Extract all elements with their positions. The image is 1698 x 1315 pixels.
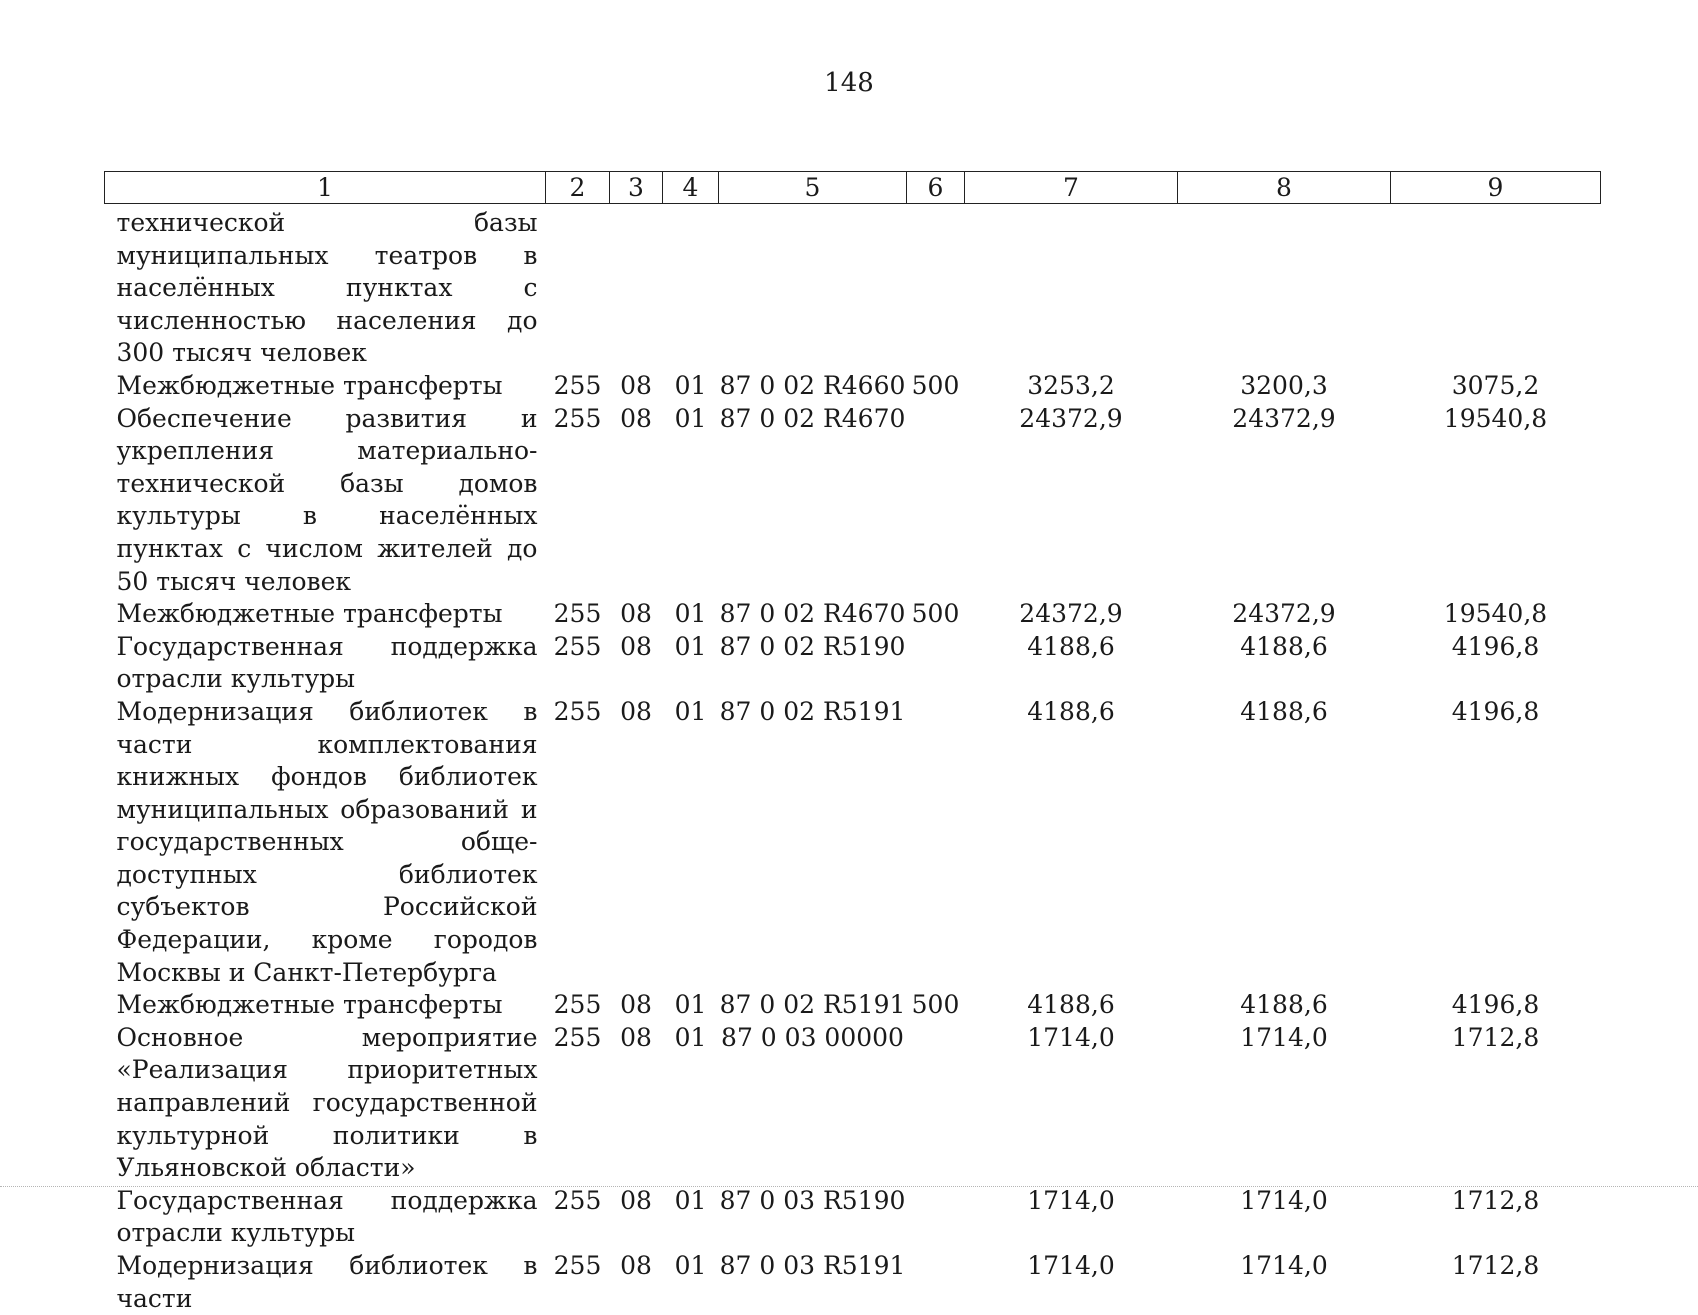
table-row [105, 370, 1601, 403]
row-amount-col8: 4188,6 [1178, 696, 1391, 989]
row-name: Государственная поддержка отрасли культуры [105, 1185, 546, 1250]
row-amount-col7: 4188,6 [965, 696, 1178, 989]
row-amount-col7: 3253,2 [965, 370, 1178, 403]
row-amount-col9: 4196,8 [1391, 696, 1601, 989]
row-section-code: 08 [610, 403, 663, 599]
row-section-code: 08 [610, 1022, 663, 1185]
row-expense-type: 500 [907, 989, 965, 1022]
row-section-code: 08 [610, 1250, 663, 1315]
row-amount-col9: 4196,8 [1391, 989, 1601, 1022]
row-target-code: 87 0 03 R5191 [719, 1250, 907, 1315]
page-number: 148 [0, 68, 1698, 98]
row-subsection-code: 01 [663, 1250, 719, 1315]
scan-edge-divider [0, 1186, 1698, 1189]
row-name: Межбюджетные трансферты [105, 989, 546, 1022]
row-amount-col9: 1712,8 [1391, 1250, 1601, 1315]
row-amount-col8: 24372,9 [1178, 598, 1391, 631]
row-subsection-code: 01 [663, 1185, 719, 1250]
row-target-code: 87 0 02 R4670 [719, 598, 907, 631]
row-name: Модернизация библиотек в части [105, 1250, 546, 1315]
row-expense-type [907, 1250, 965, 1315]
row-amount-col7 [965, 204, 1178, 370]
row-ministry-code [546, 204, 610, 370]
row-amount-col8: 4188,6 [1178, 989, 1391, 1022]
table-row [105, 403, 1601, 599]
row-subsection-code: 01 [663, 370, 719, 403]
header-col-3: 3 [610, 172, 663, 204]
row-name: Межбюджетные трансферты [105, 598, 546, 631]
row-ministry-code: 255 [546, 1250, 610, 1315]
row-amount-col9: 4196,8 [1391, 631, 1601, 696]
row-name: Межбюджетные трансферты [105, 370, 546, 403]
row-amount-col8: 3200,3 [1178, 370, 1391, 403]
row-section-code: 08 [610, 696, 663, 989]
row-amount-col7: 24372,9 [965, 403, 1178, 599]
row-section-code: 08 [610, 631, 663, 696]
header-col-6: 6 [907, 172, 965, 204]
row-expense-type: 500 [907, 598, 965, 631]
row-amount-col7: 1714,0 [965, 1250, 1178, 1315]
row-subsection-code: 01 [663, 631, 719, 696]
row-target-code: 87 0 02 R5191 [719, 989, 907, 1022]
table-row [105, 989, 1601, 1022]
row-ministry-code: 255 [546, 989, 610, 1022]
table-row [105, 1022, 1601, 1185]
header-col-9: 9 [1391, 172, 1601, 204]
row-amount-col7: 24372,9 [965, 598, 1178, 631]
row-ministry-code: 255 [546, 370, 610, 403]
row-name: Государственная поддержка отрасли культуры [105, 631, 546, 696]
row-target-code: 87 0 02 R4660 [719, 370, 907, 403]
row-section-code: 08 [610, 989, 663, 1022]
row-subsection-code [663, 204, 719, 370]
header-col-8: 8 [1178, 172, 1391, 204]
row-amount-col7: 1714,0 [965, 1022, 1178, 1185]
row-ministry-code: 255 [546, 631, 610, 696]
header-row [105, 172, 1601, 204]
row-target-code: 87 0 02 R5191 [719, 696, 907, 989]
row-target-code: 87 0 03 R5190 [719, 1185, 907, 1250]
table-row [105, 696, 1601, 989]
row-expense-type [907, 1022, 965, 1185]
row-amount-col7: 4188,6 [965, 989, 1178, 1022]
row-section-code: 08 [610, 598, 663, 631]
row-amount-col8: 24372,9 [1178, 403, 1391, 599]
row-amount-col7: 4188,6 [965, 631, 1178, 696]
row-name: Модернизация библиотек в части комплектования книжных фондов библиотек муниципальных образований и государственных общедоступных библиотек субъектов Российской Федерации, кроме городов Москвы и Санкт-Петербурга [105, 696, 546, 989]
row-subsection-code: 01 [663, 598, 719, 631]
table-row [105, 204, 1601, 370]
row-amount-col9: 1712,8 [1391, 1185, 1601, 1250]
row-ministry-code: 255 [546, 598, 610, 631]
row-subsection-code: 01 [663, 403, 719, 599]
row-section-code: 08 [610, 370, 663, 403]
row-ministry-code: 255 [546, 403, 610, 599]
row-expense-type: 500 [907, 370, 965, 403]
header-col-5: 5 [719, 172, 907, 204]
row-expense-type [907, 204, 965, 370]
row-amount-col8: 1714,0 [1178, 1185, 1391, 1250]
row-amount-col8: 4188,6 [1178, 631, 1391, 696]
table-row [105, 1250, 1601, 1315]
row-amount-col9 [1391, 204, 1601, 370]
row-amount-col9: 1712,8 [1391, 1022, 1601, 1185]
row-subsection-code: 01 [663, 989, 719, 1022]
table-row [105, 598, 1601, 631]
row-expense-type [907, 1185, 965, 1250]
row-section-code [610, 204, 663, 370]
row-amount-col8 [1178, 204, 1391, 370]
row-name: технической базы муниципальных театров в населённых пунктах с численностью населения до 300 тысяч человек [105, 204, 546, 370]
row-ministry-code: 255 [546, 1022, 610, 1185]
table-header [105, 172, 1601, 204]
row-ministry-code: 255 [546, 1185, 610, 1250]
row-ministry-code: 255 [546, 696, 610, 989]
header-col-7: 7 [965, 172, 1178, 204]
row-target-code [719, 204, 907, 370]
row-expense-type [907, 631, 965, 696]
row-amount-col7: 1714,0 [965, 1185, 1178, 1250]
row-name: Основное мероприятие «Реализация приоритетных направлений государственной культурной политики в Ульяновской области» [105, 1022, 546, 1185]
table-body [105, 204, 1601, 1315]
row-name: Обеспечение развития и укрепления материально-технической базы домов культуры в населённых пунктах с числом жителей до 50 тысяч человек [105, 403, 546, 599]
row-section-code: 08 [610, 1185, 663, 1250]
header-col-4: 4 [663, 172, 719, 204]
row-subsection-code: 01 [663, 696, 719, 989]
row-target-code: 87 0 03 00000 [719, 1022, 907, 1185]
row-amount-col8: 1714,0 [1178, 1022, 1391, 1185]
header-col-2: 2 [546, 172, 610, 204]
header-col-1: 1 [105, 172, 546, 204]
row-target-code: 87 0 02 R5190 [719, 631, 907, 696]
table-row [105, 631, 1601, 696]
row-subsection-code: 01 [663, 1022, 719, 1185]
table-row [105, 1185, 1601, 1250]
row-amount-col9: 3075,2 [1391, 370, 1601, 403]
budget-table [104, 171, 1601, 1315]
row-expense-type [907, 696, 965, 989]
row-amount-col9: 19540,8 [1391, 598, 1601, 631]
row-target-code: 87 0 02 R4670 [719, 403, 907, 599]
row-amount-col8: 1714,0 [1178, 1250, 1391, 1315]
row-expense-type [907, 403, 965, 599]
row-amount-col9: 19540,8 [1391, 403, 1601, 599]
